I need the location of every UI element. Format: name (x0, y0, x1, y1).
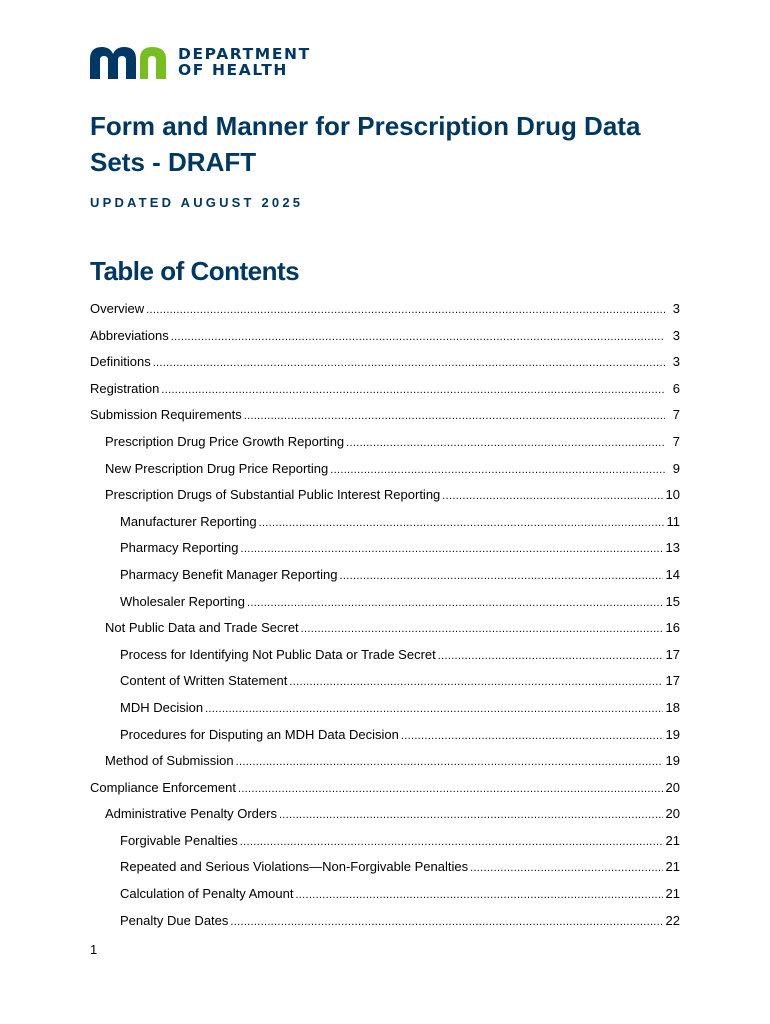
toc-leader-dots (470, 855, 662, 882)
toc-entry[interactable] (90, 349, 680, 376)
toc-entry[interactable] (90, 482, 680, 509)
toc-leader-dots (346, 430, 665, 457)
toc-leader-dots (442, 483, 662, 510)
toc-entry[interactable] (90, 456, 680, 483)
toc-leader-dots (161, 377, 665, 404)
toc-entry-page: 9 (672, 460, 680, 476)
toc-entry-label: Not Public Data and Trade Secret (105, 620, 299, 636)
toc-entry-page: 15 (665, 593, 680, 609)
toc-entry-label: Wholesaler Reporting (120, 593, 246, 609)
mdh-logo (90, 44, 320, 80)
toc-entry[interactable] (90, 828, 680, 855)
toc-entry-page: 17 (665, 646, 680, 662)
toc-entry-page: 7 (672, 407, 680, 423)
toc-entry-page: 6 (672, 380, 680, 396)
toc-entry-label: Prescription Drug Price Growth Reporting (105, 433, 345, 449)
toc-entry[interactable] (90, 908, 680, 935)
toc-entry-page: 21 (665, 832, 680, 848)
toc-entry-page: 7 (672, 433, 680, 449)
toc-entry[interactable] (90, 296, 680, 323)
toc-entry-label: Definitions (90, 354, 151, 370)
toc-entry-label: Abbreviations (90, 327, 169, 343)
toc-entry-label: Administrative Penalty Orders (105, 806, 277, 822)
toc-entry-label: Compliance Enforcement (90, 779, 236, 795)
toc-entry[interactable] (90, 854, 680, 881)
toc-entry[interactable] (90, 801, 680, 828)
toc-leader-dots (247, 590, 663, 617)
toc-entry-page: 13 (665, 540, 680, 556)
toc-leader-dots (240, 829, 663, 856)
toc-entry[interactable] (90, 881, 680, 908)
logo-line-1: DEPARTMENT (178, 45, 311, 63)
toc-entry[interactable] (90, 402, 680, 429)
page-number: 1 (90, 942, 98, 957)
toc-entry-label: Process for Identifying Not Public Data or Trade Secret (120, 646, 436, 662)
toc-entry-label: New Prescription Drug Price Reporting (105, 460, 329, 476)
toc-entry-label: Pharmacy Reporting (120, 540, 239, 556)
toc-leader-dots (244, 403, 665, 430)
toc-entry-page: 14 (665, 566, 680, 582)
toc-entry-label: Submission Requirements (90, 407, 242, 423)
toc-entry-page: 3 (672, 354, 680, 370)
toc-leader-dots (205, 696, 662, 723)
toc-entry[interactable] (90, 695, 680, 722)
toc-entry-page: 16 (665, 620, 680, 636)
toc-leader-dots (438, 643, 663, 670)
toc-entry-label: Repeated and Serious Violations—Non-Forgivable Penalties (120, 859, 469, 875)
document-title: Form and Manner for Prescription Drug Data Sets - DRAFT (90, 111, 641, 177)
toc-entry[interactable] (90, 562, 680, 589)
toc-entry-page: 17 (665, 673, 680, 689)
toc-leader-dots (259, 510, 664, 537)
toc-entry-label: Overview (90, 301, 145, 316)
toc-leader-dots (146, 297, 665, 324)
toc-entry[interactable] (90, 429, 680, 456)
toc-entry-page: 11 (666, 513, 680, 529)
toc-entry-label: Pharmacy Benefit Manager Reporting (120, 566, 338, 582)
toc-entry-page: 19 (665, 753, 680, 769)
logo-wordmark (178, 46, 311, 78)
toc-entry-label: Content of Written Statement (120, 673, 288, 689)
toc-entry-page: 21 (665, 859, 680, 875)
toc-entry[interactable] (90, 509, 680, 536)
toc-entry-label: Penalty Due Dates (120, 912, 229, 928)
toc-entry-label: Manufacturer Reporting (120, 513, 257, 529)
toc-leader-dots (295, 882, 662, 909)
toc-leader-dots (236, 749, 663, 776)
toc-leader-dots (340, 563, 663, 590)
toc-entry[interactable] (90, 748, 680, 775)
toc-entry-label: MDH Decision (120, 699, 204, 715)
toc-leader-dots (241, 536, 663, 563)
mn-logo-icon (90, 45, 168, 79)
toc-entry-page: 19 (665, 726, 680, 742)
toc-entry-page: 20 (665, 779, 680, 795)
toc-leader-dots (301, 616, 663, 643)
toc-entry[interactable] (90, 668, 680, 695)
toc-entry-label: Forgivable Penalties (120, 832, 238, 848)
toc-entry[interactable] (90, 535, 680, 562)
toc-leader-dots (153, 350, 665, 377)
toc-entry-page: 3 (672, 327, 680, 343)
toc-entry-page: 18 (665, 699, 680, 715)
toc-entry-label: Procedures for Disputing an MDH Data Decision (120, 726, 399, 742)
toc-leader-dots (230, 909, 662, 936)
toc-entry[interactable] (90, 376, 680, 403)
updated-date: UPDATED AUGUST 2025 (90, 195, 304, 210)
toc-entry-label: Method of Submission (105, 753, 234, 769)
toc-entry-label: Calculation of Penalty Amount (120, 886, 294, 902)
toc-entry-page: 22 (665, 912, 680, 928)
toc-leader-dots (171, 324, 665, 351)
toc-entry[interactable] (90, 722, 680, 749)
toc-leader-dots (401, 723, 663, 750)
toc-entry-label: Prescription Drugs of Substantial Public Interest Reporting (105, 487, 441, 503)
table-of-contents (90, 296, 680, 934)
toc-leader-dots (279, 802, 663, 829)
toc-entry[interactable] (90, 615, 680, 642)
toc-entry-page: 3 (672, 301, 680, 316)
toc-entry[interactable] (90, 642, 680, 669)
toc-leader-dots (330, 457, 665, 484)
toc-entry[interactable] (90, 323, 680, 350)
toc-leader-dots (289, 669, 662, 696)
toc-entry-page: 20 (665, 806, 680, 822)
toc-heading: Table of Contents (90, 256, 300, 286)
logo-line-2: OF HEALTH (178, 61, 288, 79)
toc-entry[interactable] (90, 775, 680, 802)
toc-entry-label: Registration (90, 380, 160, 396)
toc-entry-page: 21 (665, 886, 680, 902)
toc-leader-dots (238, 776, 663, 803)
toc-entry-page: 10 (665, 487, 680, 503)
toc-entry[interactable] (90, 589, 680, 616)
